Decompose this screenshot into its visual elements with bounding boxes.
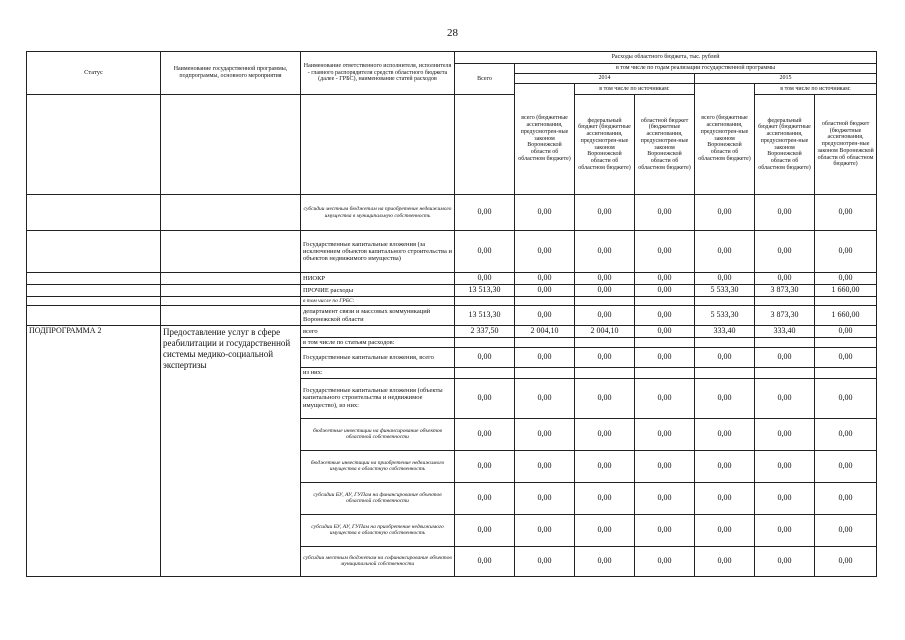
empty-name-cell bbox=[161, 296, 301, 305]
cell-2015-all: 333,40 bbox=[695, 326, 755, 338]
cell-2015-federal: 3 873,30 bbox=[755, 306, 815, 326]
row-label: субсидии БУ, АУ, ГУПам на приобретение недвижимого имущества в областную собственность bbox=[301, 514, 455, 546]
cell-2015-regional: 0,00 bbox=[815, 378, 877, 418]
empty-name-cell bbox=[161, 195, 301, 231]
empty-cell bbox=[515, 368, 575, 378]
cell-2015-federal: 0,00 bbox=[755, 348, 815, 368]
cell-2015-all: 0,00 bbox=[695, 273, 755, 285]
empty-cell bbox=[815, 338, 877, 348]
header-total: Всего bbox=[455, 64, 515, 95]
cell-2014-regional: 0,00 bbox=[635, 514, 695, 546]
header-executor: Наименование ответственного исполнителя, исполнителя - главного распорядителя средств областного бюджета (далее - ГРБС), наименование статей расходов bbox=[301, 52, 455, 95]
cell-2014-regional: 0,00 bbox=[635, 273, 695, 285]
cell-2014-federal: 0,00 bbox=[575, 273, 635, 285]
empty-status-cell bbox=[27, 284, 161, 296]
cell-2014-federal: 0,00 bbox=[575, 514, 635, 546]
empty-cell bbox=[695, 296, 755, 305]
empty-cell bbox=[815, 296, 877, 305]
cell-2015-federal: 0,00 bbox=[755, 378, 815, 418]
cell-2015-regional: 0,00 bbox=[815, 514, 877, 546]
row-label: субсидии местным бюджетам на приобретение недвижимого имущества в муниципальную собственность bbox=[301, 195, 455, 231]
row-label: субсидии БУ, АУ, ГУПам на финансирование объектов областной собственности bbox=[301, 482, 455, 514]
header-2014-federal: федеральный бюджет (бюджетные ассигнования, предусмотрен-ные законом Воронежской области об областном бюджете) bbox=[575, 95, 635, 195]
cell-2014-federal: 0,00 bbox=[575, 546, 635, 576]
row-label: департамент связи и массовых коммуникаций Воронежской области bbox=[301, 306, 455, 326]
header-2015-regional: областной бюджет (бюджетные ассигнования, предусмотрен-ные законом Воронежской области об областном бюджете) bbox=[815, 95, 877, 195]
cell-2015-regional: 0,00 bbox=[815, 195, 877, 231]
header-2015-all: всего (бюджетные ассигнования, предусмотрен-ные законом Воронежской области об областном бюджете) bbox=[695, 84, 755, 195]
empty-cell bbox=[455, 296, 515, 305]
row-label: Государственные капитальные вложения (за исключением объектов капитального строительства и объектов недвижимого имущества) bbox=[301, 231, 455, 273]
cell-total: 13 513,30 bbox=[455, 284, 515, 296]
empty-name-cell bbox=[161, 273, 301, 285]
empty-status-cell bbox=[27, 195, 161, 231]
empty-cell bbox=[515, 338, 575, 348]
header-2015-federal: федеральный бюджет (бюджетные ассигнования, предусмотрен-ные законом Воронежской области об областном бюджете) bbox=[755, 95, 815, 195]
row-label: Государственные капитальные вложения, всего bbox=[301, 348, 455, 368]
cell-2014-all: 0,00 bbox=[515, 546, 575, 576]
cell-2014-all: 0,00 bbox=[515, 418, 575, 450]
cell-2014-regional: 0,00 bbox=[635, 306, 695, 326]
header-program-cont bbox=[161, 95, 301, 195]
cell-2015-regional: 1 660,00 bbox=[815, 306, 877, 326]
cell-total: 13 513,30 bbox=[455, 306, 515, 326]
cell-2014-regional: 0,00 bbox=[635, 284, 695, 296]
cell-2014-federal: 0,00 bbox=[575, 378, 635, 418]
header-status-cont bbox=[27, 95, 161, 195]
empty-status-cell bbox=[27, 306, 161, 326]
empty-cell bbox=[455, 338, 515, 348]
empty-cell bbox=[755, 338, 815, 348]
cell-2014-federal: 0,00 bbox=[575, 418, 635, 450]
header-year-2014: 2014 bbox=[515, 74, 695, 84]
cell-2014-all: 0,00 bbox=[515, 514, 575, 546]
header-total-cont bbox=[455, 95, 515, 195]
header-2014-by-sources: в том числе по источникам: bbox=[575, 84, 695, 95]
cell-2015-all: 0,00 bbox=[695, 450, 755, 482]
cell-2014-all: 0,00 bbox=[515, 348, 575, 368]
cell-2015-federal: 0,00 bbox=[755, 195, 815, 231]
header-executor-cont bbox=[301, 95, 455, 195]
budget-table bbox=[26, 51, 877, 577]
row-label: НИОКР bbox=[301, 273, 455, 285]
cell-2015-federal: 333,40 bbox=[755, 326, 815, 338]
cell-2015-federal: 0,00 bbox=[755, 418, 815, 450]
cell-2014-regional: 0,00 bbox=[635, 326, 695, 338]
cell-2015-regional: 0,00 bbox=[815, 418, 877, 450]
empty-cell bbox=[515, 296, 575, 305]
row-label: Государственные капитальные вложения (объекты капитального строительства и недвижимое имущество), из них: bbox=[301, 378, 455, 418]
empty-cell bbox=[455, 368, 515, 378]
empty-name-cell bbox=[161, 306, 301, 326]
row-label: ПРОЧИЕ расходы bbox=[301, 284, 455, 296]
cell-2014-regional: 0,00 bbox=[635, 378, 695, 418]
cell-2015-federal: 0,00 bbox=[755, 482, 815, 514]
subprogram-status: ПОДПРОГРАММА 2 bbox=[27, 326, 161, 577]
row-label: всего bbox=[301, 326, 455, 338]
cell-2015-all: 0,00 bbox=[695, 482, 755, 514]
cell-total: 0,00 bbox=[455, 273, 515, 285]
cell-2014-federal: 2 004,10 bbox=[575, 326, 635, 338]
cell-2014-all: 2 004,10 bbox=[515, 326, 575, 338]
cell-total: 0,00 bbox=[455, 546, 515, 576]
cell-2015-federal: 3 873,30 bbox=[755, 284, 815, 296]
header-by-years: в том числе по годам реализации государственной программы bbox=[515, 64, 877, 74]
empty-cell bbox=[755, 296, 815, 305]
cell-2014-all: 0,00 bbox=[515, 450, 575, 482]
empty-cell bbox=[575, 338, 635, 348]
cell-2014-federal: 0,00 bbox=[575, 306, 635, 326]
cell-total: 0,00 bbox=[455, 482, 515, 514]
cell-2015-regional: 0,00 bbox=[815, 326, 877, 338]
cell-total: 2 337,50 bbox=[455, 326, 515, 338]
cell-2014-all: 0,00 bbox=[515, 306, 575, 326]
cell-2014-regional: 0,00 bbox=[635, 195, 695, 231]
cell-2015-federal: 0,00 bbox=[755, 514, 815, 546]
cell-2014-federal: 0,00 bbox=[575, 231, 635, 273]
cell-total: 0,00 bbox=[455, 195, 515, 231]
empty-cell bbox=[575, 296, 635, 305]
cell-2015-federal: 0,00 bbox=[755, 273, 815, 285]
empty-cell bbox=[635, 338, 695, 348]
cell-2015-federal: 0,00 bbox=[755, 450, 815, 482]
header-2014-all: всего (бюджетные ассигнования, предусмотрен-ные законом Воронежской области об областном бюджете) bbox=[515, 84, 575, 195]
cell-2015-all: 0,00 bbox=[695, 546, 755, 576]
empty-status-cell bbox=[27, 296, 161, 305]
cell-2015-regional: 0,00 bbox=[815, 450, 877, 482]
cell-2014-all: 0,00 bbox=[515, 195, 575, 231]
cell-2015-federal: 0,00 bbox=[755, 231, 815, 273]
cell-2014-federal: 0,00 bbox=[575, 195, 635, 231]
cell-2014-regional: 0,00 bbox=[635, 418, 695, 450]
cell-2015-all: 0,00 bbox=[695, 348, 755, 368]
cell-2014-regional: 0,00 bbox=[635, 231, 695, 273]
empty-name-cell bbox=[161, 284, 301, 296]
cell-2014-all: 0,00 bbox=[515, 378, 575, 418]
row-label: бюджетные инвестиции на приобретение недвижимого имущества в областную собственность bbox=[301, 450, 455, 482]
cell-2015-regional: 0,00 bbox=[815, 546, 877, 576]
cell-2014-federal: 0,00 bbox=[575, 348, 635, 368]
row-label: в том числе по ГРБС: bbox=[301, 296, 455, 305]
empty-cell bbox=[575, 368, 635, 378]
empty-cell bbox=[635, 368, 695, 378]
cell-total: 0,00 bbox=[455, 514, 515, 546]
subprogram-name: Предоставление услуг в сфере реабилитации и государственной системы медико-социальной экспертизы bbox=[161, 326, 301, 577]
empty-cell bbox=[635, 296, 695, 305]
cell-2015-all: 0,00 bbox=[695, 378, 755, 418]
cell-2014-federal: 0,00 bbox=[575, 450, 635, 482]
row-label: из них: bbox=[301, 368, 455, 378]
cell-total: 0,00 bbox=[455, 378, 515, 418]
empty-cell bbox=[695, 338, 755, 348]
cell-2015-federal: 0,00 bbox=[755, 546, 815, 576]
cell-2015-regional: 1 660,00 bbox=[815, 284, 877, 296]
cell-2014-federal: 0,00 bbox=[575, 482, 635, 514]
cell-2015-all: 0,00 bbox=[695, 514, 755, 546]
page-number: 28 bbox=[447, 27, 458, 39]
empty-status-cell bbox=[27, 231, 161, 273]
cell-2015-all: 0,00 bbox=[695, 231, 755, 273]
cell-2014-regional: 0,00 bbox=[635, 482, 695, 514]
cell-2014-regional: 0,00 bbox=[635, 348, 695, 368]
cell-2015-all: 5 533,30 bbox=[695, 284, 755, 296]
row-label: в том числе по статьям расходов: bbox=[301, 338, 455, 348]
cell-2014-federal: 0,00 bbox=[575, 284, 635, 296]
header-2014-regional: областной бюджет (бюджетные ассигнования, предусмотрен-ные законом Воронежской области об областном бюджете) bbox=[635, 95, 695, 195]
header-year-2015: 2015 bbox=[695, 74, 877, 84]
cell-2015-regional: 0,00 bbox=[815, 231, 877, 273]
header-expenses: Расходы областного бюджета, тыс. рублей bbox=[455, 52, 877, 64]
cell-2015-regional: 0,00 bbox=[815, 348, 877, 368]
cell-2015-all: 0,00 bbox=[695, 418, 755, 450]
cell-2014-all: 0,00 bbox=[515, 284, 575, 296]
header-program-name: Наименование государственной программы, подпрограммы, основного мероприятия bbox=[161, 52, 301, 95]
header-2015-by-sources: в том числе по источникам: bbox=[755, 84, 877, 95]
cell-total: 0,00 bbox=[455, 418, 515, 450]
cell-2015-all: 5 533,30 bbox=[695, 306, 755, 326]
empty-cell bbox=[755, 368, 815, 378]
cell-2014-regional: 0,00 bbox=[635, 450, 695, 482]
cell-total: 0,00 bbox=[455, 231, 515, 273]
cell-total: 0,00 bbox=[455, 450, 515, 482]
row-label: бюджетные инвестиции на финансирование объектов областной собственности bbox=[301, 418, 455, 450]
cell-2014-all: 0,00 bbox=[515, 231, 575, 273]
cell-2015-regional: 0,00 bbox=[815, 273, 877, 285]
cell-2014-regional: 0,00 bbox=[635, 546, 695, 576]
empty-status-cell bbox=[27, 273, 161, 285]
empty-cell bbox=[815, 368, 877, 378]
cell-2014-all: 0,00 bbox=[515, 273, 575, 285]
empty-cell bbox=[695, 368, 755, 378]
empty-name-cell bbox=[161, 231, 301, 273]
row-label: субсидии местным бюджетам на софинансирование объектов муниципальной собственности bbox=[301, 546, 455, 576]
cell-total: 0,00 bbox=[455, 348, 515, 368]
cell-2015-all: 0,00 bbox=[695, 195, 755, 231]
cell-2014-all: 0,00 bbox=[515, 482, 575, 514]
header-status: Статус bbox=[27, 52, 161, 95]
cell-2015-regional: 0,00 bbox=[815, 482, 877, 514]
